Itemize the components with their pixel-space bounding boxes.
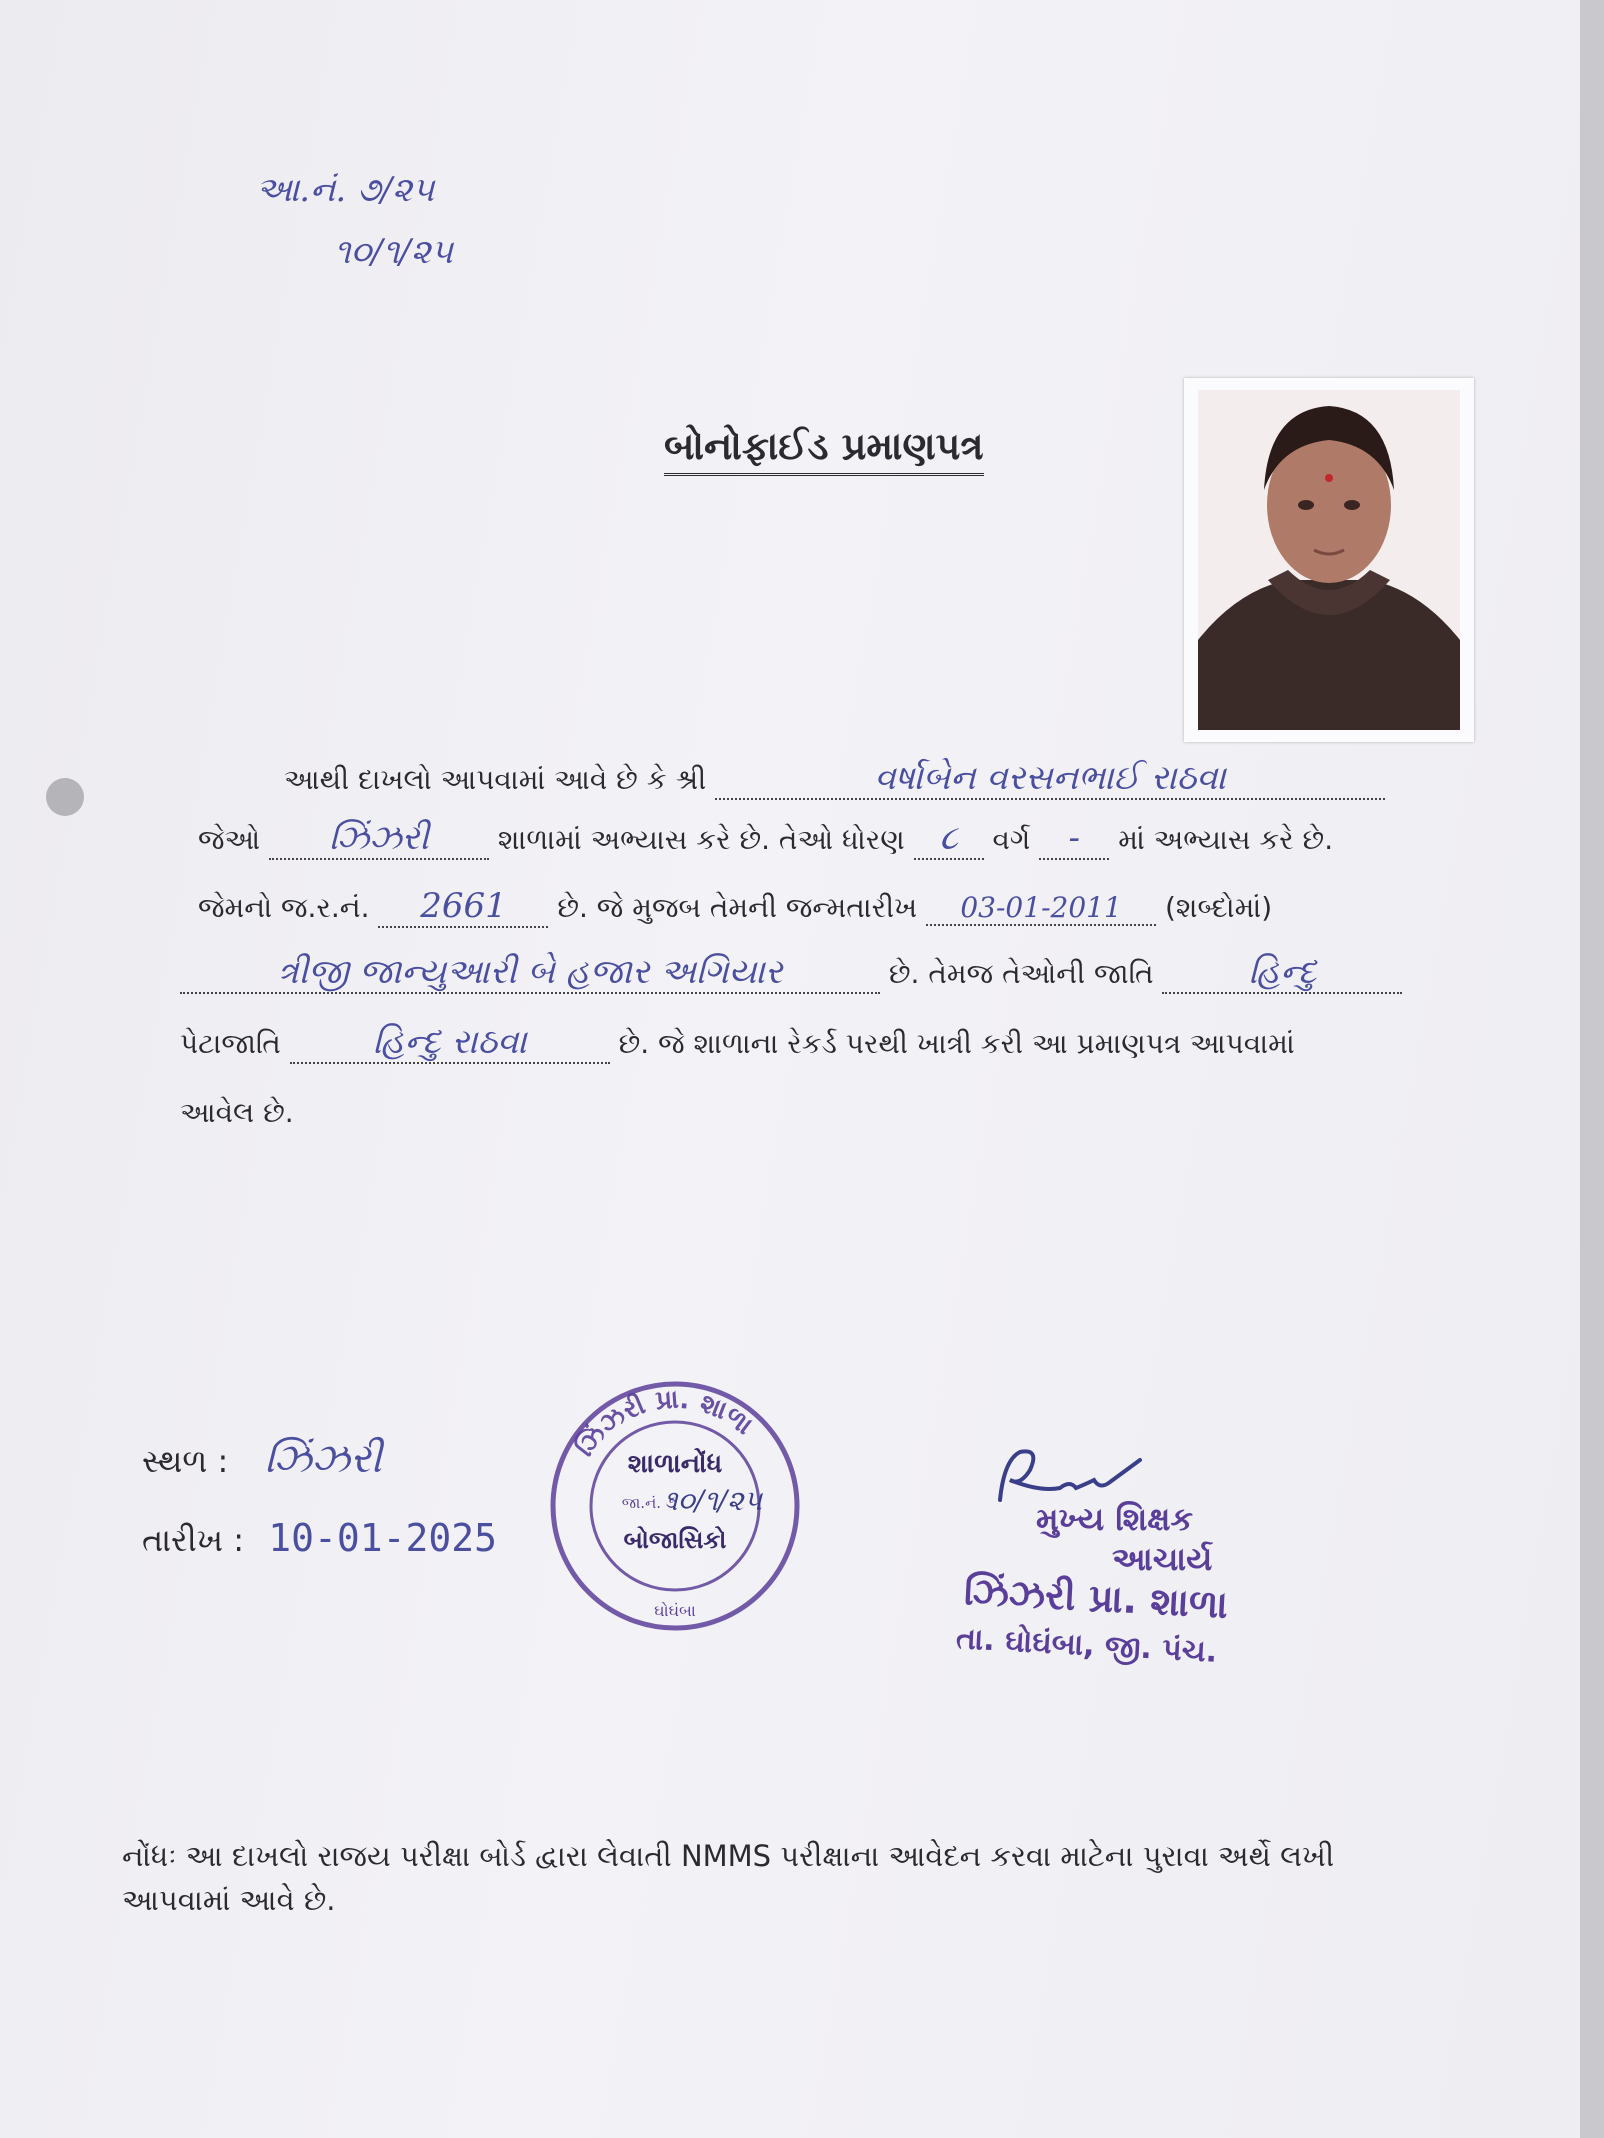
line3-prefix: જેમનો જ.ર.નં. — [198, 891, 370, 924]
caste-value: હિન્દુ — [1248, 952, 1317, 992]
stamp-inner-date: ૧૦/૧/૨૫ — [664, 1484, 762, 1517]
date-value: 10-01-2025 — [268, 1516, 497, 1560]
gr-number: 2661 — [420, 886, 507, 926]
place-label: સ્થળ : — [142, 1442, 229, 1480]
stamp-inner-top: શાળાનોંધ — [627, 1449, 723, 1479]
line2-mid: શાળામાં અભ્યાસ કરે છે. તેઓ ધોરણ — [497, 823, 905, 856]
line2-prefix: જેઓ — [198, 823, 261, 856]
line5-prefix: પેટાજાતિ — [180, 1027, 281, 1060]
certificate-line-1 — [284, 758, 1385, 800]
place-value: ઝિંઝરી — [264, 1436, 382, 1482]
principal-role: મુખ્ય શિક્ષક — [1036, 1500, 1194, 1538]
date-label: તારીખ : — [142, 1521, 245, 1559]
punch-hole — [46, 778, 84, 816]
stamp-inner-bottom: બોજાસિકો — [623, 1526, 727, 1554]
stamp-ring-text: ઝિંઝરી પ્રા. શાળા — [569, 1384, 759, 1463]
certificate-line-5 — [180, 1022, 1295, 1064]
line2-class: વર્ગ — [992, 823, 1031, 856]
line3-mid: છે. જે મુજબ તેમની જન્મતારીખ — [557, 891, 918, 924]
school-name: ઝિંઝરી — [329, 818, 429, 858]
certificate-line-6: આવેલ છે. — [180, 1096, 294, 1129]
certificate-line-4 — [180, 952, 1402, 994]
page-edge — [1580, 0, 1604, 2138]
line3-suffix: (શબ્દોમાં) — [1164, 891, 1273, 924]
page-title: બોનોફાઈડ પ્રમાણપત્ર — [664, 424, 984, 476]
line5-suffix: છે. જે શાળાના રેકર્ડ પરથી ખાત્રી કરી આ પ્રમાણપત્ર આપવામાં — [618, 1027, 1295, 1060]
reference-date: ૧૦/૧/૨૫ — [334, 232, 453, 272]
birth-date-words: ત્રીજી જાન્યુઆરી બે હજાર અગિયાર — [277, 952, 783, 992]
student-photo-icon — [1198, 390, 1460, 730]
note-text: નોંધઃ આ દાખલો રાજય પરીક્ષા બોર્ડ દ્વારા લેવાતી NMMS પરીક્ષાના આવેદન કરવા માટેના પુરાવા અર્થે લખી આપવામાં આવે છે. — [122, 1839, 1335, 1917]
stamp-inner-num: જા.નં. ૭ — [621, 1494, 677, 1512]
place-row — [142, 1436, 382, 1482]
birth-date: 03-01-2011 — [960, 891, 1122, 924]
stamp-bottom-text: ઘોઘંબા — [654, 1601, 696, 1620]
signature-address: તા. ઘોઘંબા, જી. પંચ. — [955, 1621, 1219, 1670]
sub-caste-value: હિન્દુ રાઠવા — [372, 1022, 527, 1062]
school-stamp-seal — [545, 1376, 805, 1636]
student-name: વર્ષાબેન વરસનભાઈ રાઠવા — [874, 758, 1226, 798]
line1-text: આથી દાખલો આપવામાં આવે છે કે શ્રી — [284, 763, 707, 796]
division-value: - — [1068, 818, 1081, 858]
school-stamp — [545, 1376, 805, 1640]
date-row — [142, 1516, 497, 1560]
reference-number: આ.નં. ૭/૨૫ — [256, 170, 435, 210]
line4-mid: છે. તેમજ તેઓની જાતિ — [888, 957, 1154, 990]
student-photo — [1184, 378, 1474, 742]
certificate-line-3 — [198, 886, 1272, 928]
certificate-line-2 — [198, 818, 1333, 860]
standard-value: ૮ — [939, 818, 958, 858]
signature-school: ઝિંઝરી પ્રા. શાળા — [963, 1569, 1230, 1627]
line2-suffix: માં અભ્યાસ કરે છે. — [1118, 823, 1334, 856]
principal-role-2: આચાર્ય — [1112, 1540, 1213, 1578]
